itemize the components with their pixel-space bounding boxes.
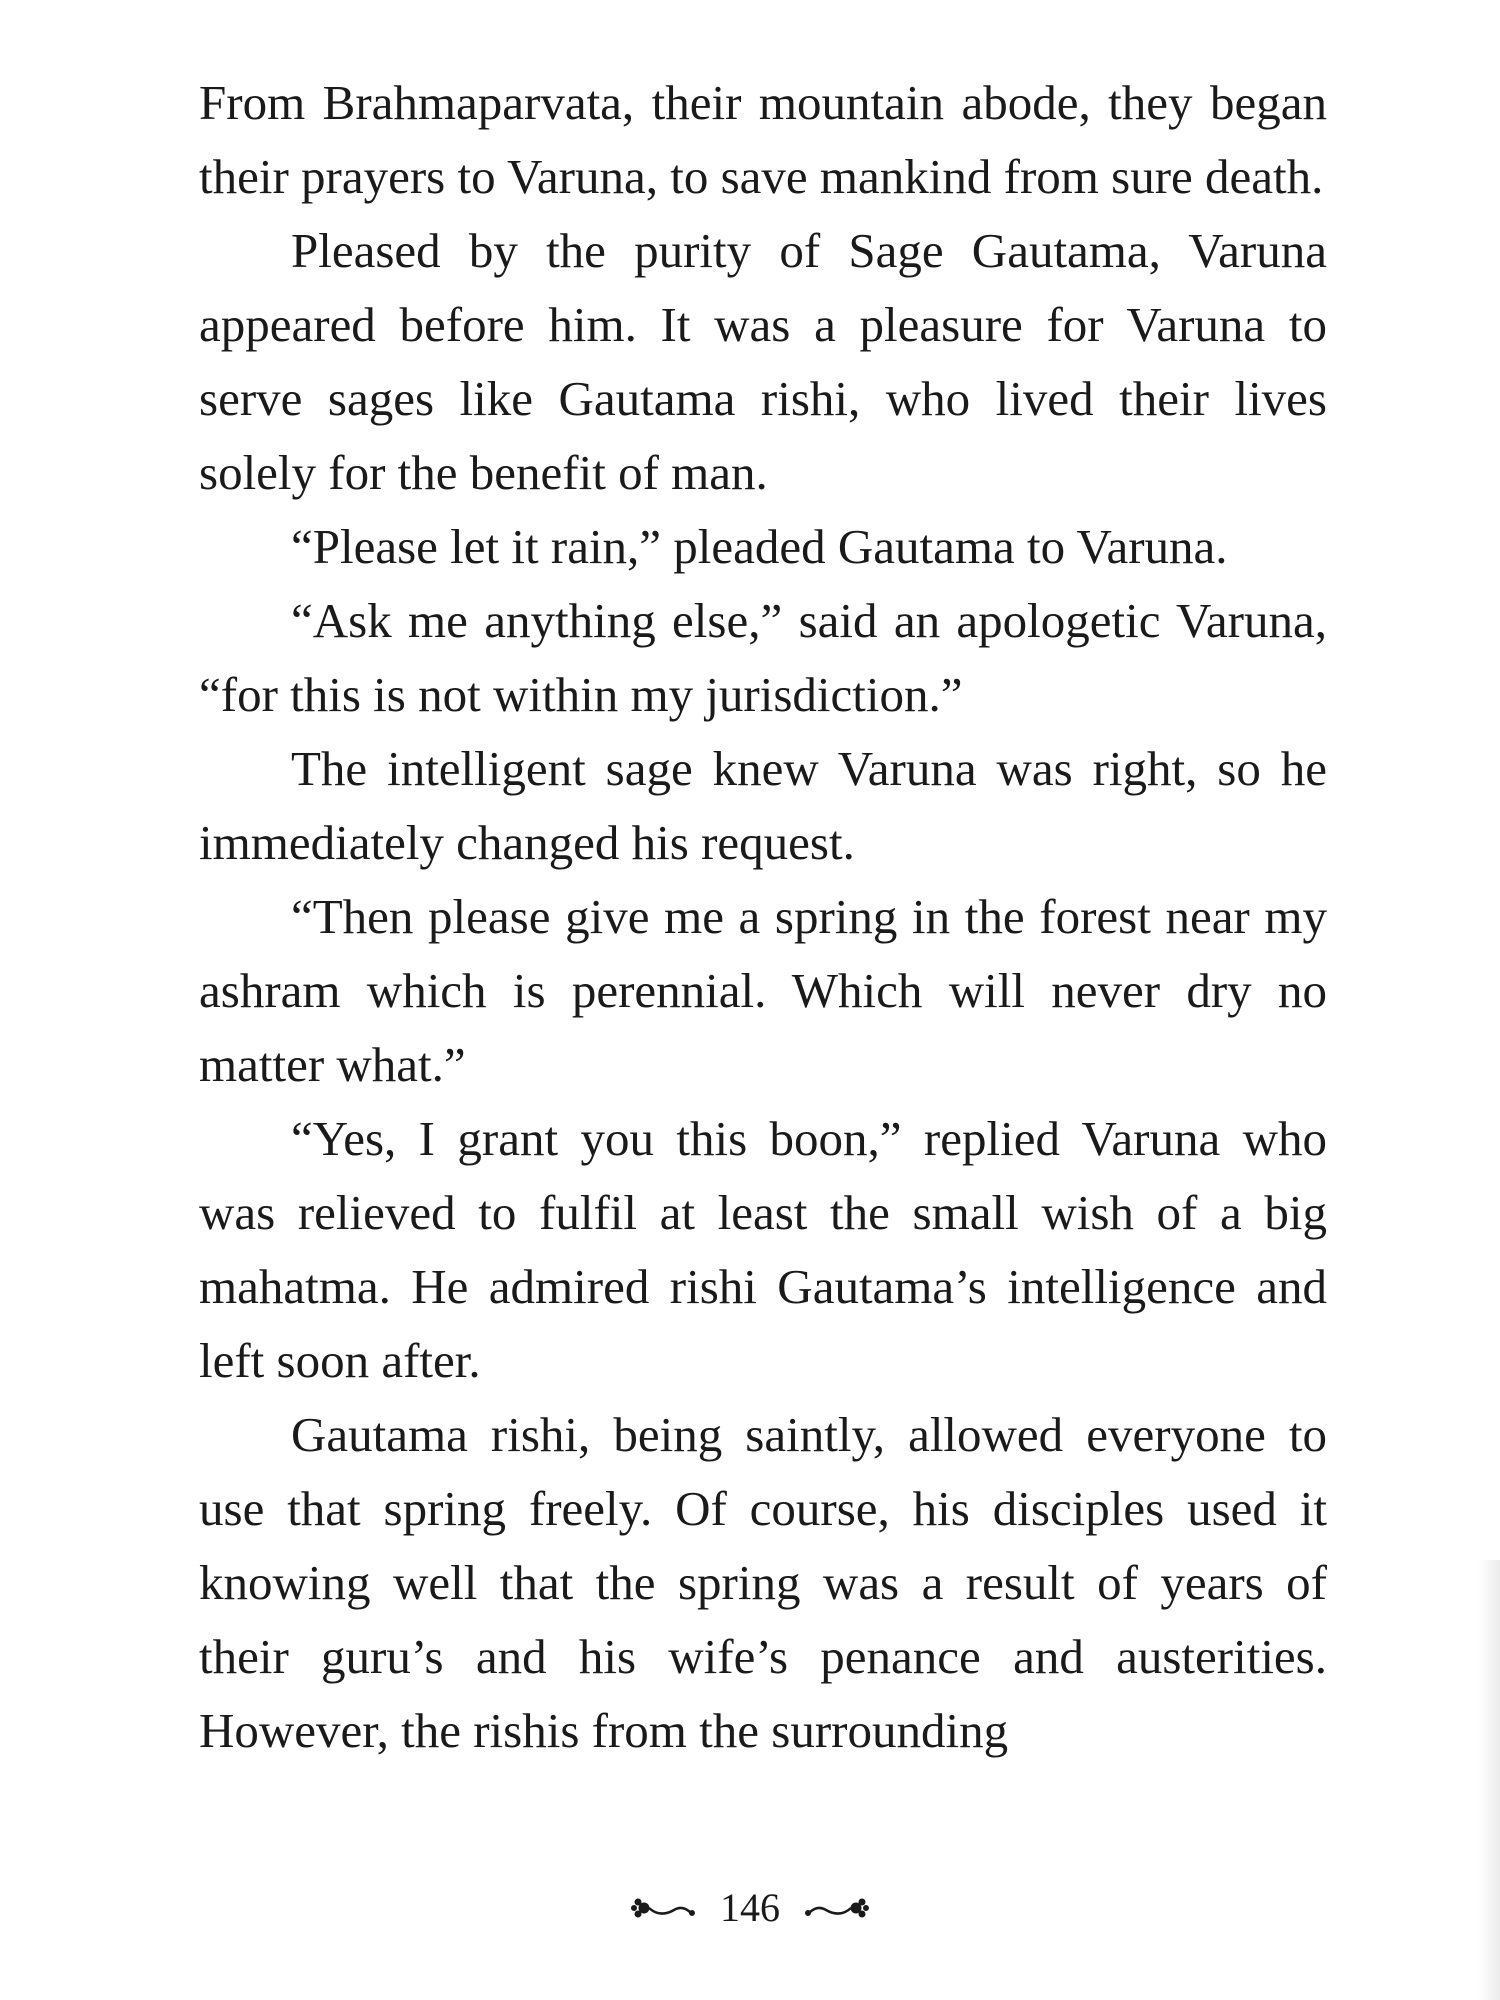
paragraph: “Yes, I grant you this boon,” replied Varuna who was relieved to fulfil at least the small wish of a big mahatma. He admired rishi Gautama’s intelligence and left soon after. xyxy=(199,1111,1327,1388)
page-footer xyxy=(0,1878,1500,1938)
paragraph: The intelligent sage knew Varuna was right, so he immediately changed his request. xyxy=(199,741,1327,870)
body-text xyxy=(199,66,1327,1768)
paragraph: “Please let it rain,” pleaded Gautama to Varuna. xyxy=(291,519,1228,574)
fleuron-right-icon xyxy=(798,1888,870,1928)
page-number: 146 xyxy=(720,1885,780,1930)
paragraph: Gautama rishi, being saintly, allowed everyone to use that spring freely. Of course, his disciples used it knowing well that the spring was a result of years of their guru’s and his wife’s penance and austerities. However, the rishis from the surrounding xyxy=(199,1407,1327,1758)
paragraph: From Brahmaparvata, their mountain abode, they began their prayers to Varuna, to save mankind from sure death. xyxy=(199,75,1327,204)
paragraph: Pleased by the purity of Sage Gautama, Varuna appeared before him. It was a pleasure for Varuna to serve sages like Gautama rishi, who lived their lives solely for the benefit of man. xyxy=(199,223,1327,500)
paragraph: “Then please give me a spring in the forest near my ashram which is perennial. Which will never dry no matter what.” xyxy=(199,889,1327,1092)
fleuron-left-icon xyxy=(630,1888,702,1928)
paragraph: “Ask me anything else,” said an apologetic Varuna, “for this is not within my jurisdiction.” xyxy=(199,593,1327,722)
